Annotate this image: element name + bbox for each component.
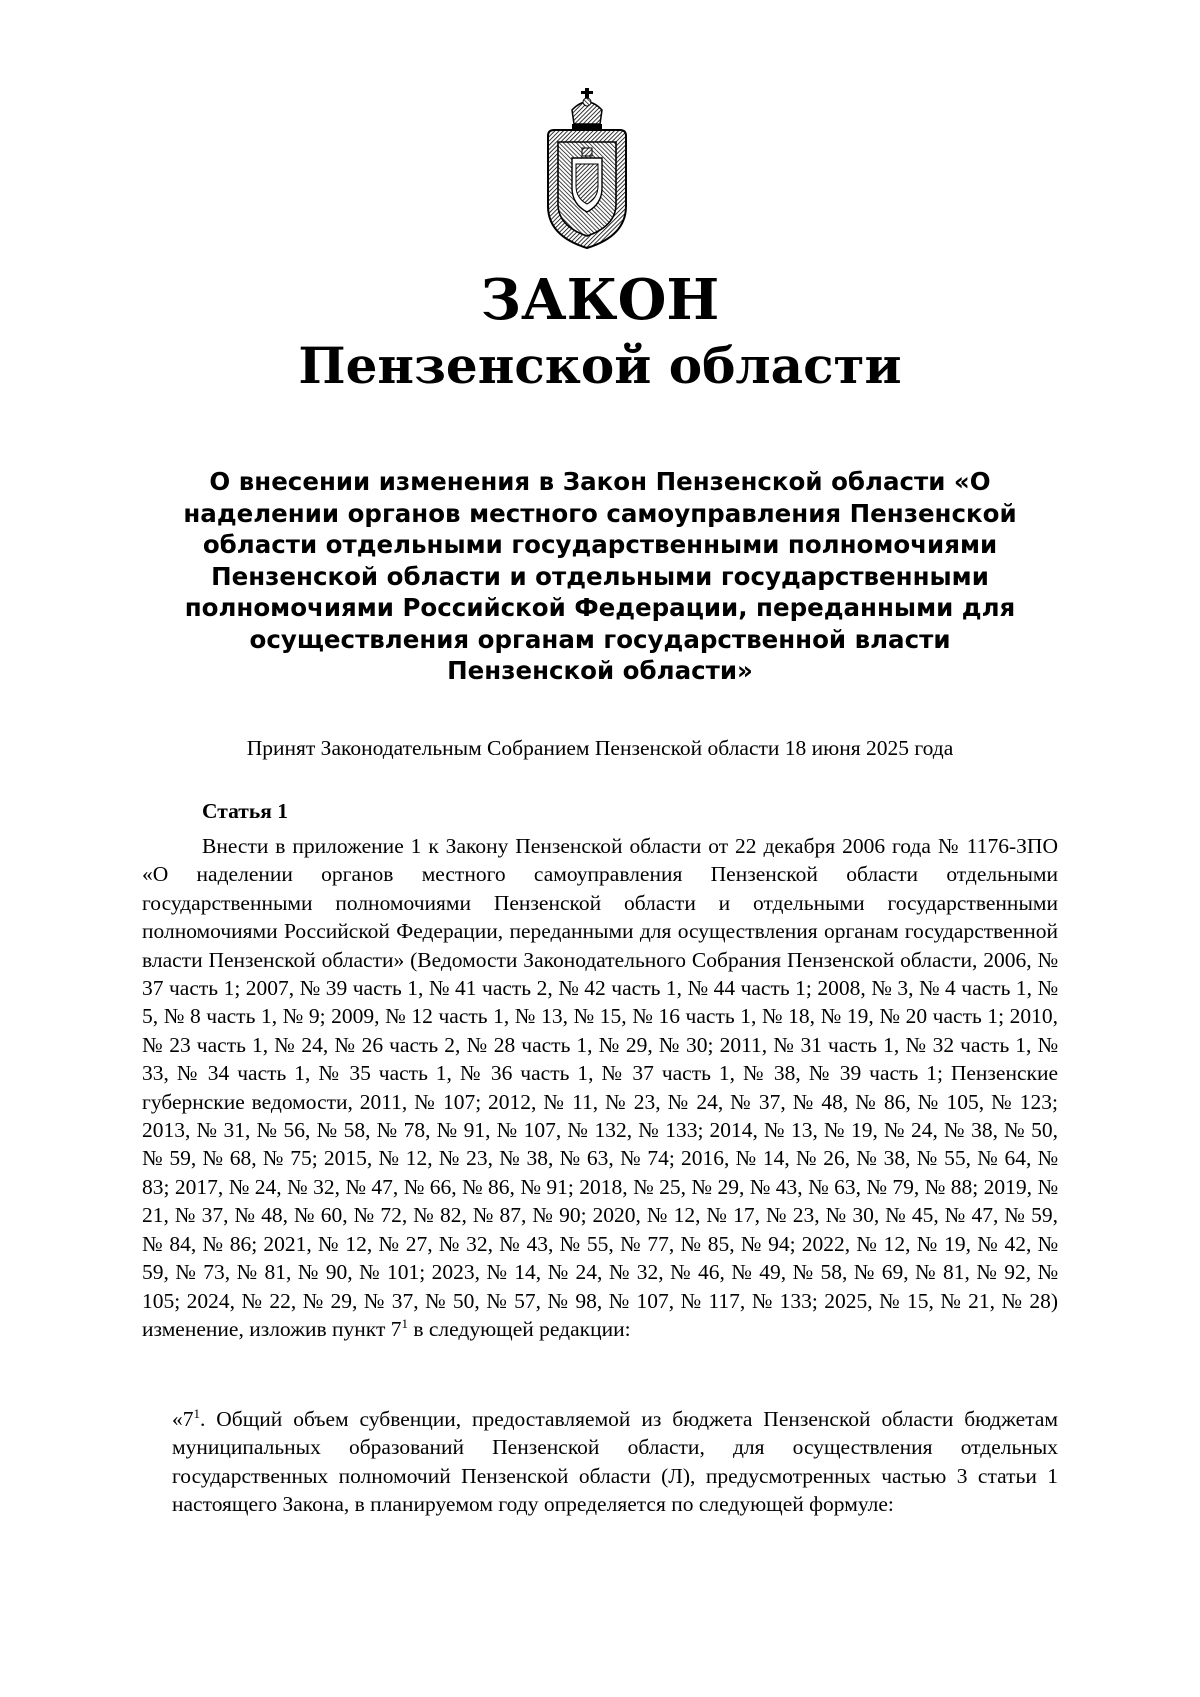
quote-text: . Общий объем субвенции, предоставляемой из бюджета Пензенской области бюджетам муниципальных образований Пензенской области, для осуществления отдельных государственных полномочий Пензенской области (Л), предусмотренных частью 3 статьи 1 настоящего Закона, в планируемом году определяется по следующей формуле: [172, 1407, 1058, 1517]
document-heading: О внесении изменения в Закон Пензенской области «О наделении органов местного самоуправления Пензенской области отдельными государственными полномочиями Пензенской области и отдельными государственными полномочиями Российской Федерации, переданными для осуществления органам государственной власти Пензенской области» [183, 467, 1017, 685]
article-1-title: Статья 1 [202, 799, 288, 823]
article-1-body-tail: в следующей редакции: [407, 1316, 631, 1341]
quote-opening: «7 [172, 1407, 194, 1431]
quote-superscript: 1 [193, 1405, 200, 1421]
article-1-body [142, 832, 1058, 1343]
article-1-body-superscript: 1 [401, 1315, 408, 1331]
law-region-subtitle: Пензенской области [298, 336, 902, 395]
article-1-body-text: Внести в приложение 1 к Закону Пензенской области от 22 декабря 2006 года № 1176-ЗПО «О наделении органов местного самоуправления Пензенской области отдельными государственными полномочиями Пензенской области и отдельными государственными полномочиями Российской Федерации, переданными для осуществления органам государственной власти Пензенской области» (Ведомости Законодательного Собрания Пензенской области, 2006, № 37 часть 1; 2007, № 39 часть 1, № 41 часть 2, № 42 часть 1, № 44 часть 1; 2008, № 3, № 4 часть 1, № 5, № 8 часть 1, № 9; 2009, № 12 часть 1, № 13, № 15, № 16 часть 1, № 18, № 19, № 20 часть 1; 2010, № 23 часть 1, № 24, № 26 часть 2, № 28 часть 1, № 29, № 30; 2011, № 31 часть 1, № 32 часть 1, № 33, № 34 часть 1, № 35 часть 1, № 36 часть 1, № 37 часть 1, № 38, № 39 часть 1; Пензенские губернские ведомости, 2011, № 107; 2012, № 11, № 23, № 24, № 37, № 48, № 86, № 105, № 123; 2013, № 31, № 56, № 58, № 78, № 91, № 107, № 132, № 133; 2014, № 13, № 19, № 24, № 38, № 50, № 59, № 68, № 75; 2015, № 12, № 23, № 38, № 63, № 74; 2016, № 14, № 26, № 38, № 55, № 64, № 83; 2017, № 24, № 32, № 47, № 66, № 86, № 91; 2018, № 25, № 29, № 43, № 63, № 79, № 88; 2019, № 21, № 37, № 48, № 60, № 72, № 82, № 87, № 90; 2020, № 12, № 17, № 23, № 30, № 45, № 47, № 59, № 84, № 86; 2021, № 12, № 27, № 32, № 43, № 55, № 77, № 85, № 94; 2022, № 12, № 19, № 42, № 59, № 73, № 81, № 90, № 101; 2023, № 14, № 24, № 32, № 46, № 49, № 58, № 69, № 81, № 92, № 105; 2024, № 22, № 29, № 37, № 50, № 57, № 98, № 107, № 117, № 133; 2025, № 15, № 21, № 28) изменение, изложив пункт 7 [142, 834, 1058, 1341]
adoption-line: Принят Законодательным Собранием Пензенской области 18 июня 2025 года [246, 736, 954, 760]
law-title: ЗАКОН [480, 267, 720, 333]
penza-region-coat-of-arms-icon [542, 88, 632, 250]
article-1-quoted-paragraph [172, 1405, 1058, 1519]
